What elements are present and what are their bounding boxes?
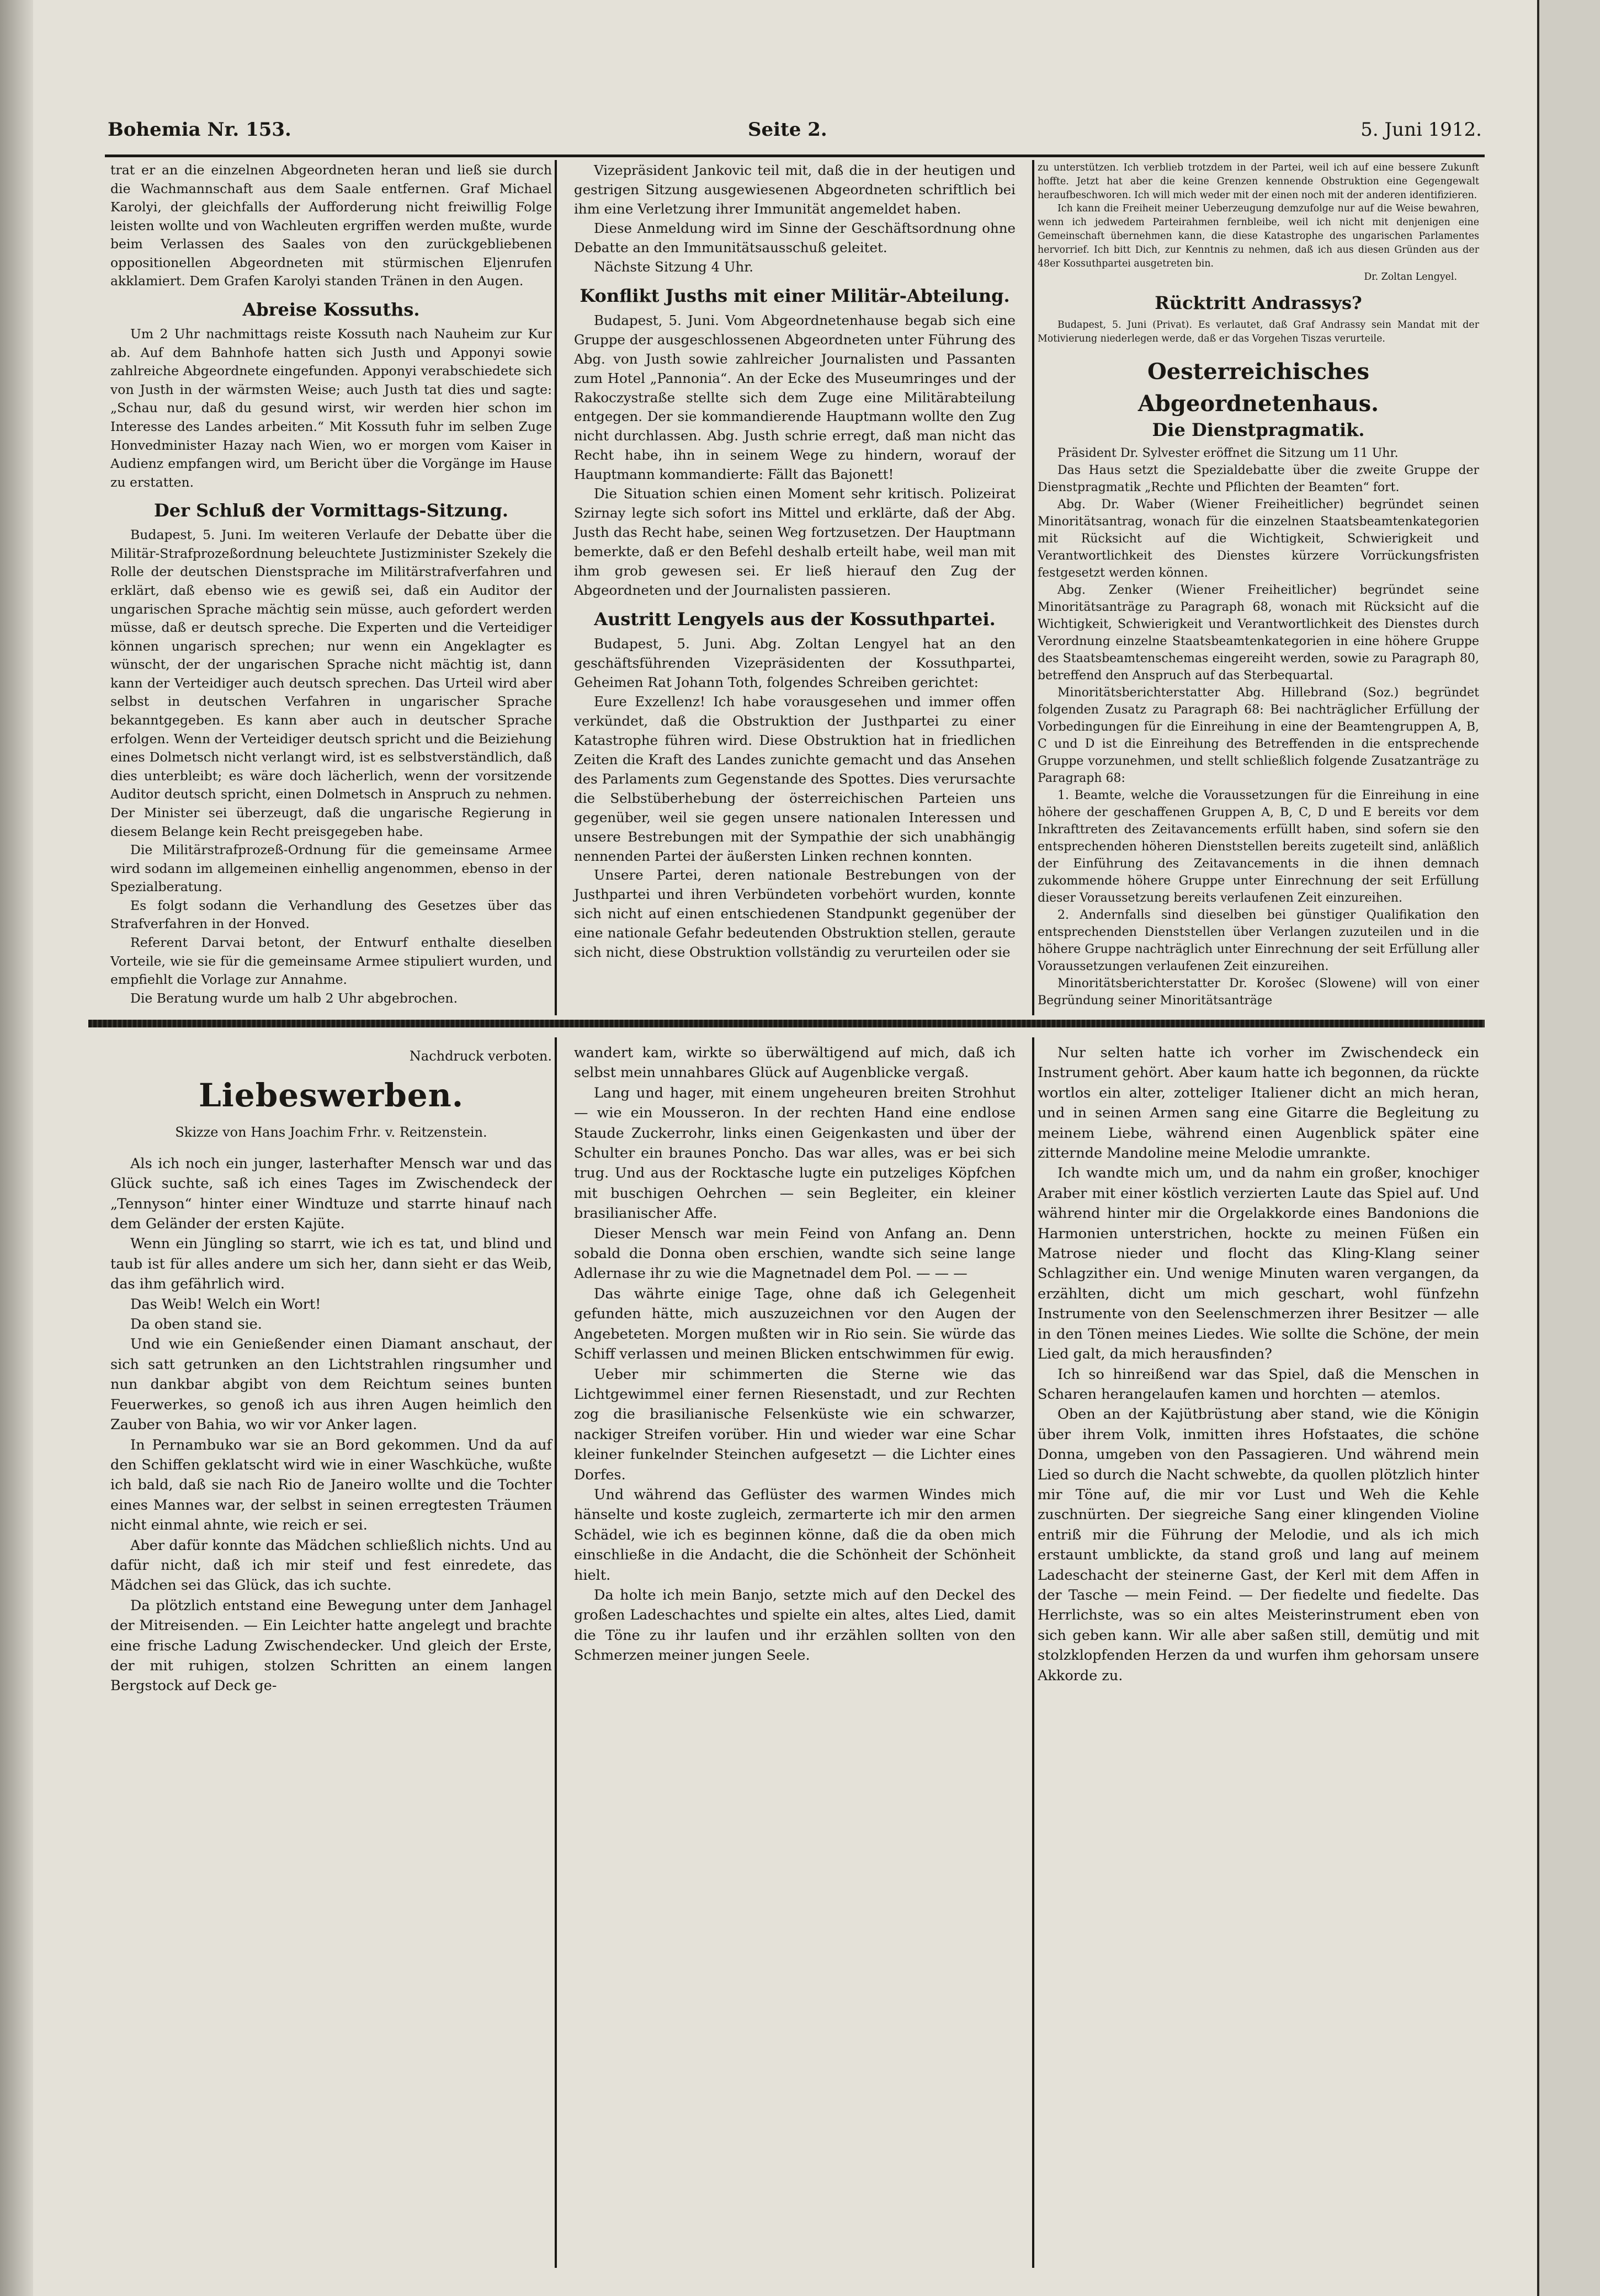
article-paragraph: Unsere Partei, deren nationale Bestrebungen von der Justhpartei und ihren Verbündeten vorbehört wurden, konnte sich nicht auf einen entschiedenen Standpunkt gegenüber der eine nationale Gefahr bedeutenden Obstruktion stellen, geraute sich nicht, diese Obstruktion vollständig zu verurteilen oder sie	[574, 867, 1016, 961]
story-paragraph: Das Weib! Welch ein Wort!	[130, 1296, 321, 1313]
headline-schluss: Der Schluß der Vormittags-Sitzung.	[154, 500, 508, 521]
story-paragraph: Wenn ein Jüngling so starrt, wie ich es tat, und blind und taub ist für alles andere um sich her, dann sieht er das Weib, das ihm gefährlich wird.	[110, 1235, 552, 1293]
scan-edge-right	[1537, 0, 1600, 2296]
signature: Dr. Zoltan Lengyel.	[1364, 271, 1457, 283]
story-paragraph: Aber dafür konnte das Mädchen schließlich nichts. Und au dafür nicht, daß ich mir steif und fest einredete, das Mädchen sei das Glück, das ich suchte.	[110, 1537, 552, 1594]
article-paragraph: Nächste Sitzung 4 Uhr.	[594, 258, 754, 275]
article-paragraph: Minoritätsberichterstatter Dr. Korošec (Slowene) will von einer Begründung seiner Minoritätsanträge	[1038, 976, 1479, 1008]
reprint-note: Nachdruck verboten.	[409, 1048, 552, 1064]
feuilleton-title: Liebeswerben.	[198, 1077, 464, 1115]
article-paragraph: Budapest, 5. Juni. Im weiteren Verlaufe der Debatte über die Militär-Strafprozeßordnung beleuchtete Justizminister Szekely die Rolle der deutschen Dienstsprache im Militärstrafverfahren und erklärt, daß ebenso wie es gewiß sei, daß ein Auditor der ungarischen Sprache mächtig sein müsse, auch gefordert werden müsse, daß er deutsch spreche. Die Experten und die Verteidiger können ungarisch sprechen; nur wenn ein Angeklagter es wünscht, der der ungarischen Sprache nicht mächtig ist, dann kann der Verteidiger auch deutsch sprechen. Das Urteil wird aber selbst in deutschen Verfahren in ungarischer Sprache bekanntgegeben. Es kann aber auch in deutscher Sprache erfolgen. Wenn der Verteidiger deutsch spricht und die Beiziehung eines Dolmetsch nicht verlangt wird, ist es selbstverständlich, daß dies unterbleibt; es wäre doch lächerlich, wenn der vorsitzende Auditor deutsch spricht, einen Dolmetsch in Anspruch zu nehmen. Der Minister sei überzeugt, daß die ungarische Regierung in diesem Belange kein Recht preisgegeben habe.	[110, 527, 552, 839]
article-paragraph: Es folgt sodann die Verhandlung des Gesetzes über das Strafverfahren in der Honved.	[110, 897, 552, 932]
column-separator	[555, 1037, 557, 2268]
story-paragraph: Und während das Geflüster des warmen Windes mich hänselte und koste zugleich, zermarterte ich mir den armen Schädel, wie ich es beginnen könne, daß die da oben mich einschließe in die Andacht, die die Schönheit der Schönheit hielt.	[574, 1486, 1016, 1584]
article-paragraph: Die Situation schien einen Moment sehr kritisch. Polizeirat Szirnay legte sich sofort ins Mittel und erklärte, daß der Abg. Justh das Recht habe, seinen Weg fortzusetzen. Der Hauptmann bemerkte, daß er den Befehl deshalb erteilt habe, weil man mit ihm grob gewesen sei. Er ließ hierauf den Zug der Abgeordneten und der Journalisten passieren.	[574, 486, 1016, 599]
story-paragraph: Da plötzlich entstand eine Bewegung unter dem Janhagel der Mitreisenden. — Ein Leichter hatte angelegt und brachte eine frische Ladung Zwischendecker. Und gleich der Erste, der mit ruhigen, stolzen Schritten an einem langen Bergstock auf Deck ge-	[110, 1597, 552, 1695]
article-paragraph: Die Beratung wurde um halb 2 Uhr abgebrochen.	[130, 990, 458, 1006]
scan-edge-left	[0, 0, 33, 2296]
article-paragraph: Präsident Dr. Sylvester eröffnet die Sitzung um 11 Uhr.	[1057, 446, 1399, 460]
story-paragraph: Als ich noch ein junger, lasterhafter Mensch war und das Glück suchte, saß ich eines Tages im Zwischendeck der „Tennyson“ hinter einer Windtuze und starrte hinauf nach dem Geländer der ersten Kajüte.	[110, 1155, 552, 1233]
headline-ruecktritt: Rücktritt Andrassys?	[1155, 292, 1362, 314]
header-page-number: Seite 2.	[748, 119, 827, 141]
article-paragraph: Budapest, 5. Juni. Abg. Zoltan Lengyel hat an den geschäftsführenden Vizepräsidenten der Kossuthpartei, Geheimen Rat Johann Toth, folgendes Schreiben gerichtet:	[574, 636, 1016, 690]
header-date: 5. Juni 1912.	[1360, 119, 1482, 141]
news-column-1	[110, 161, 552, 1008]
article-paragraph: Vizepräsident Jankovic teil mit, daß die in der heutigen und gestrigen Sitzung ausgewiesenen Abgeordneten schriftlich bei ihm eine Verletzung ihrer Immunität angemeldet haben.	[574, 162, 1016, 217]
article-paragraph: Abg. Zenker (Wiener Freiheitlicher) begründet seine Minoritätsanträge zu Paragraph 68, wonach mit Rücksicht auf die Wichtigkeit, Schwierigkeit und Verantwortlichkeit des Dienstes durch Verordnung einzelne Staatsbeamtenkategorien in eine höhere Gruppe des Staatsbeamtenschemas eingereiht werden, sowie zu Paragraph 80, betreffend den Anspruch auf das Sterbequartal.	[1038, 583, 1479, 683]
article-paragraph: Um 2 Uhr nachmittags reiste Kossuth nach Nauheim zur Kur ab. Auf dem Bahnhofe hatten sich Justh und Apponyi sowie zahlreiche Abgeordnete eingefunden. Apponyi verabschiedete sich von Justh in der wärmsten Weise; auch Justh tat dies und sagte: „Schau nur, daß du gesund wirst, wir werden hier schon im Interesse des Landes arbeiten.“ Mit Kossuth fuhr im selben Zuge Honvedminister Hazay nach Wien, wo er morgen vom Kaiser in Audienz empfangen wird, um Bericht über die Vorgänge im Hause zu erstatten.	[110, 326, 552, 490]
story-paragraph: wandert kam, wirkte so überwältigend auf mich, daß ich selbst mein unnahbares Glück auf Augenblicke vergaß.	[574, 1045, 1016, 1082]
news-column-3	[1038, 161, 1479, 1009]
feuilleton-column-3	[1038, 1043, 1479, 1686]
column-separator	[555, 160, 557, 1015]
headline-austritt: Austritt Lengyels aus der Kossuthpartei.	[594, 609, 996, 630]
column-separator	[1032, 1037, 1034, 2268]
story-paragraph: Da oben stand sie.	[130, 1316, 262, 1333]
article-paragraph: Die Militärstrafprozeß-Ordnung für die gemeinsame Armee wird sodann im allgemeinen einhellig angenommen, ebenso in der Spezialberatung.	[110, 842, 552, 895]
story-paragraph: Dieser Mensch war mein Feind von Anfang an. Denn sobald die Donna oben erschien, wandte sich seine lange Adlernase ihr zu wie die Magnetnadel dem Pol. — — —	[574, 1225, 1016, 1282]
article-paragraph: Ich kann die Freiheit meiner Ueberzeugung demzufolge nur auf die Weise bewahren, wenn ich jedwedem Parteirahmen fernbleibe, weil ich nicht mit denjenigen eine Gemeinschaft übernehmen kann, die diese Katastrophe des ungarischen Parlamentes hervorrief. Ich bitt Dich, zur Kenntnis zu nehmen, daß ich aus diesen Gründen aus der 48er Kossuthpartei ausgetreten bin.	[1038, 203, 1479, 269]
feuilleton-column-2	[574, 1043, 1016, 1666]
story-paragraph: Oben an der Kajütbrüstung aber stand, wie die Königin über ihrem Volk, inmitten ihres Hofstaates, die schöne Donna, umgeben von den Passagieren. Und während mein Lied so durch die Nacht schwebte, da quollen plötzlich hinter mir Töne auf, die mir vor Lust und Weh die Kehle zuschnürten. Der siegreiche Sang einer klingenden Violine entriß mir die Führung der Melodie, und als ich mich erstaunt umblickte, da stand groß und lang auf meinem Ladeschacht der steinerne Gast, der Kerl mit dem Affen in der Tasche — mein Feind. — Der fiedelte und fiedelte. Das Herrlichste, was so ein altes Meisterinstrument eben von sich geben kann. Wir alle aber saßen still, demütig und mit stolzklopfenden Herzen da und wurfen ihm gehorsam unsere Akkorde zu.	[1038, 1406, 1479, 1684]
article-paragraph: 1. Beamte, welche die Voraussetzungen für die Einreihung in eine höhere der geschaffenen Gruppen A, B, C, D und E bereits vor dem Inkrafttreten des Zeitavancements erfüllt haben, sind sofern sie den entsprechenden höheren Dienststellen bereits zugeteilt sind, anläßlich der Einführung des Zeitavancements in die ihnen demnach zukommende höhere Gruppe unter Einrechnung der seit Erfüllung dieser Voraussetzung bereits verlaufenen Zeit einzureihen.	[1038, 788, 1479, 905]
header-rule	[105, 155, 1485, 157]
headline-dienstpragmatik: Die Dienstpragmatik.	[1152, 419, 1365, 440]
article-paragraph: Minoritätsberichterstatter Abg. Hillebrand (Soz.) begründet folgenden Zusatz zu Paragraph 68: Bei nachträglicher Erfüllung der Vorbedingungen für die Einreihung in eine der Beamtengruppen A, B, C und D ist die Einreihung des Betreffenden in die entsprechende Gruppe vorzunehmen, und stellt schließlich folgende Zusatzanträge zu Paragraph 68:	[1038, 685, 1479, 785]
story-paragraph: Und wie ein Genießender einen Diamant anschaut, der sich satt getrunken an den Lichtstrahlen ringsumher und nun dankbar abgibt von dem Reichtum seines bunten Feuerwerkes, so genoß ich aus ihren Augen heimlich den Zauber von Bahia, wo wir vor Anker lagen.	[110, 1336, 552, 1434]
story-paragraph: In Pernambuko war sie an Bord gekommen. Und da auf den Schiffen geklatscht wird wie in einer Waschküche, wußte ich bald, daß sie nach Rio de Janeiro wollte und die Tochter eines Mannes war, der selbst in seinen erregtesten Träumen nicht einmal ahnte, wie reich er sei.	[110, 1436, 552, 1534]
article-paragraph: zu unterstützen. Ich verblieb trotzdem in der Partei, weil ich auf eine bessere Zukunft hoffte. Jetzt hat aber die keine Grenzen kennende Obstruktion eine Gegengewalt heraufbeschworen. Ich will mich weder mit der einen noch mit der anderen identifizieren.	[1038, 162, 1479, 201]
story-paragraph: Das währte einige Tage, ohne daß ich Gelegenheit gefunden hätte, mich auszuzeichnen vor den Augen der Angebeteten. Morgen mußten wir in Rio sein. Sie würde das Schiff verlassen und meinen Blicken entschwimmen für ewig.	[574, 1285, 1016, 1363]
story-paragraph: Ich so hinreißend war das Spiel, daß die Menschen in Scharen herangelaufen kamen und horchten — atemlos.	[1038, 1366, 1479, 1403]
article-paragraph: Budapest, 5. Juni. Vom Abgeordnetenhause begab sich eine Gruppe der ausgeschlossenen Abgeordneten unter Führung des Abg. von Justh sowie zahlreicher Journalisten und Passanten zum Hotel „Pannonia“. An der Ecke des Museumringes und der Rakoczystraße stellte sich dem Zuge eine Militärabteilung entgegen. Der sie kommandierende Hauptmann wollte den Zug nicht durchlassen. Abg. Justh schrie erregt, daß man nicht das Recht habe, ihn in seinem Wege zu hindern, worauf der Hauptmann kommandierte: Fällt das Bajonett!	[574, 312, 1016, 483]
article-paragraph: trat er an die einzelnen Abgeordneten heran und ließ sie durch die Wachmannschaft aus dem Saale entfernen. Graf Michael Karolyi, der gleichfalls der Aufforderung nicht freiwillig Folge leisten wollte und von Wachleuten ergriffen werden mußte, wurde beim Verlassen des Saales von den zurückgebliebenen oppositionellen Abgeordneten mit stürmischen Eljenrufen akklamiert. Dem Grafen Karolyi standen Tränen in den Augen.	[110, 162, 552, 289]
headline-oesterreichisches-abgeordnetenhaus: Oesterreichisches Abgeordnetenhaus.	[1137, 358, 1379, 417]
article-paragraph: Abg. Dr. Waber (Wiener Freiheitlicher) begründet seinen Minoritätsantrag, wonach für die einzelnen Staatsbeamtenkategorien mit Rücksicht auf die Wichtigkeit, Schwierigkeit und Verantwortlichkeit des Dienstes kürzere Vorrückungsfristen festgesetzt werden können.	[1038, 497, 1479, 580]
headline-abreise: Abreise Kossuths.	[242, 299, 420, 321]
story-paragraph: Lang und hager, mit einem ungeheuren breiten Strohhut — wie ein Mousseron. In der rechten Hand eine endlose Staude Zuckerrohr, links einen Geigenkasten und über der Schulter ein braunes Poncho. Das war alles, was er bei sich trug. Und aus der Rocktasche lugte ein putzeliges Köpfchen mit buschigen Oehrchen — sein Begleiter, ein kleiner brasilianischer Affe.	[574, 1084, 1016, 1222]
news-column-2	[574, 161, 1016, 962]
article-paragraph: Budapest, 5. Juni (Privat). Es verlautet, daß Graf Andrassy sein Mandat mit der Motivierung niederlegen werde, daß er das Vorgehen Tiszas verurteile.	[1038, 319, 1479, 344]
story-paragraph: Ich wandte mich um, und da nahm ein großer, knochiger Araber mit einer köstlich verzierten Laute das Spiel auf. Und während hinter mir die Orgelakkorde eines Bandonions die Harmonien unterstrichen, hockte zu meinen Füßen ein Matrose nieder und flocht das Kling-Klang seiner Schlagzither ein. Und wenige Minuten waren vergangen, da erzählten, dicht um mich geschart, wohl fünfzehn Instrumente von den Seelenschmerzen ihrer Besitzer — alle in den Tönen meines Liedes. Wie sollte die Schöne, der mein Lied galt, da mich herausfinden?	[1038, 1165, 1479, 1363]
article-paragraph: Das Haus setzt die Spezialdebatte über die zweite Gruppe der Dienstpragmatik „Rechte und Pflichten der Beamten“ fort.	[1038, 463, 1479, 494]
article-paragraph: Referent Darvai betont, der Entwurf enthalte dieselben Vorteile, wie sie für die gemeinsame Armee stipuliert wurden, und empfiehlt die Vorlage zur Annahme.	[110, 934, 552, 988]
page-header	[108, 119, 1482, 152]
headline-konflikt: Konflikt Jusths mit einer Militär-Abteilung.	[580, 285, 1010, 306]
story-paragraph: Ueber mir schimmerten die Sterne wie das Lichtgewimmel einer fernen Riesenstadt, und zur Rechten zog die brasilianische Felsenküste wie ein schwarzer, nackiger Streifen vorüber. Hin und wieder war eine Schar kleiner funkelnder Steinchen aufgesetzt — die Lichter eines Dorfes.	[574, 1366, 1016, 1483]
article-paragraph: Diese Anmeldung wird im Sinne der Geschäftsordnung ohne Debatte an den Immunitätsausschuß geleitet.	[574, 220, 1016, 255]
feuilleton-column-1	[110, 1043, 552, 1696]
story-paragraph: Nur selten hatte ich vorher im Zwischendeck ein Instrument gehört. Aber kaum hatte ich begonnen, da rückte wortlos ein alter, zotteliger Italiener dicht an mich heran, und in seinen Armen sang eine Gitarre die Begleitung zu meinem Liebe, während einen Augenblick später eine zitternde Mandoline meine Melodie umrankte.	[1038, 1045, 1479, 1162]
feuilleton-separator	[88, 1020, 1485, 1027]
article-paragraph: Eure Exzellenz! Ich habe vorausgesehen und immer offen verkündet, daß die Obstruktion der Justhpartei zu einer Katastrophe führen wird. Diese Obstruktion hat in friedlichen Zeiten die Kraft des Landes zunichte gemacht und das Ansehen des Parlaments zum Gegenstande des Spottes. Dies verursachte die Selbstüberhebung der österreichischen Parteien uns gegenüber, weil sie gegen unsere nationalen Interessen und unsere Bestrebungen mit der Sympathie der sich unabhängig nennenden Partei der äußersten Linken rechnen konnten.	[574, 693, 1016, 864]
header-paper-name: Bohemia Nr. 153.	[108, 119, 291, 141]
story-paragraph: Da holte ich mein Banjo, setzte mich auf den Deckel des großen Ladeschachtes und spielte ein altes, altes Lied, damit die Töne zu ihr laufen und ihr erzählen sollten von den Schmerzen meiner jungen Seele.	[574, 1586, 1016, 1664]
feuilleton-subtitle: Skizze von Hans Joachim Frhr. v. Reitzenstein.	[175, 1125, 487, 1141]
column-separator	[1032, 160, 1034, 1015]
article-paragraph: 2. Andernfalls sind dieselben bei günstiger Qualifikation den entsprechenden Dienststellen über Verlangen zuzuteilen und in die höhere Gruppe nachträglich unter Einrechnung der seit Erfüllung aller Voraussetzungen verlaufenen Zeit einzureihen.	[1038, 908, 1479, 973]
